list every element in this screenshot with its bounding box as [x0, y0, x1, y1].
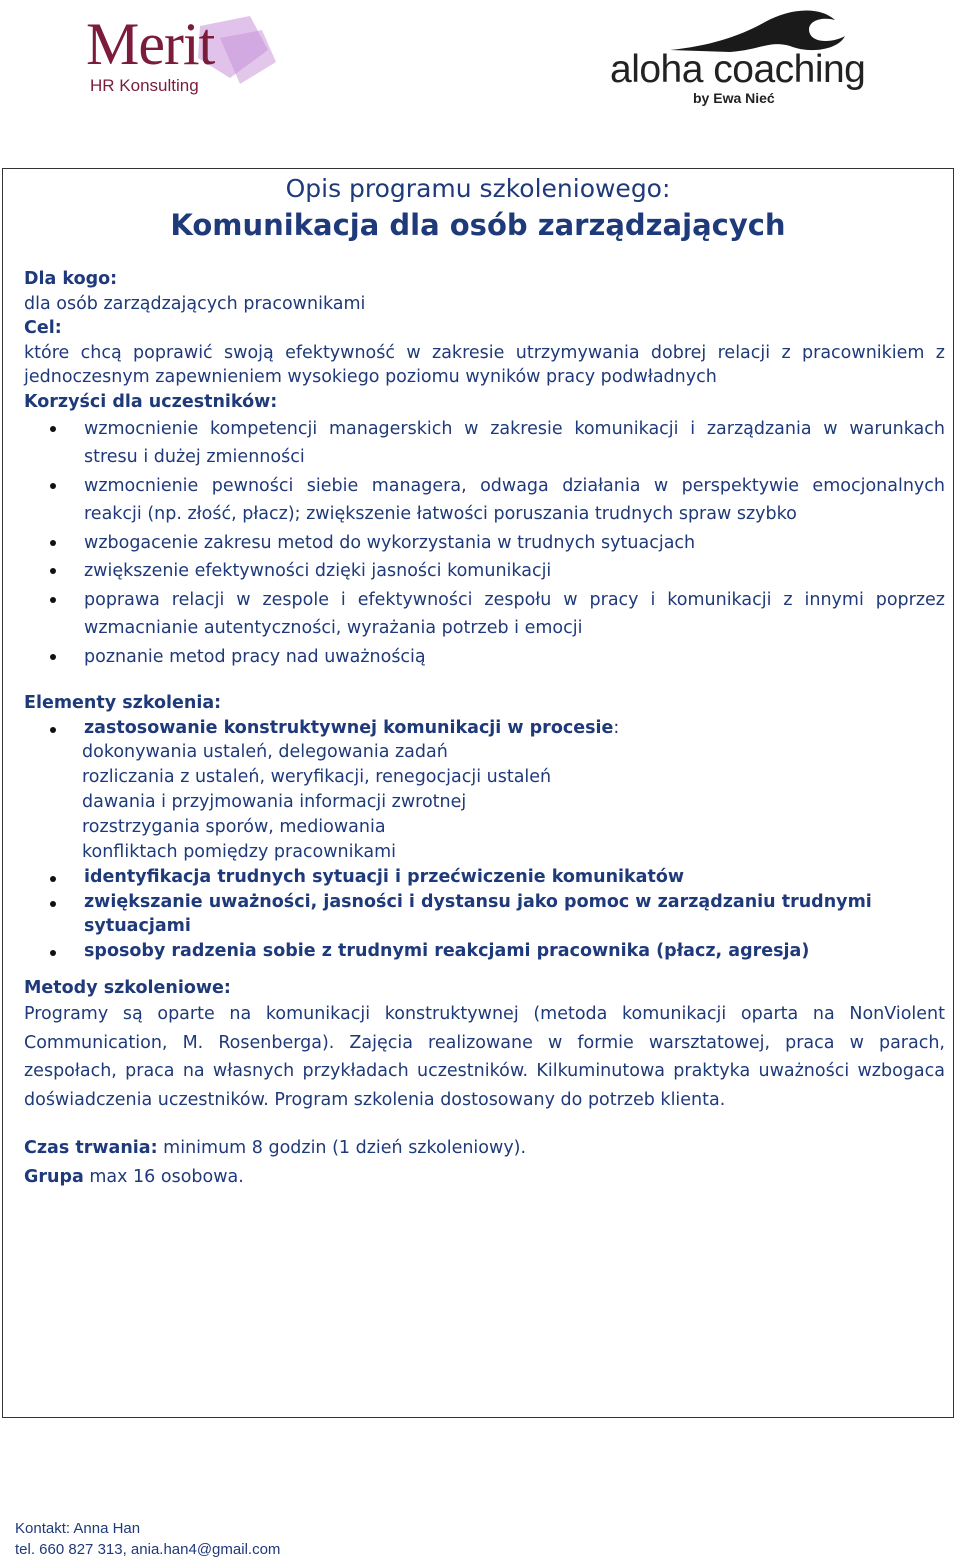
- elements-label: Elementy szkolenia:: [24, 693, 222, 714]
- merit-logo-subtitle: HR Konsulting: [90, 76, 199, 95]
- contact-phone-email: tel. 660 827 313, ania.han4@gmail.com: [15, 1541, 281, 1558]
- footer-contact: [15, 1518, 280, 1560]
- merit-logo: [80, 8, 280, 98]
- methods-label: Metody szkoleniowe:: [24, 977, 231, 998]
- element-sub-item: dokonywania ustaleń, delegowania zadań: [82, 742, 448, 763]
- aloha-logo-subtitle: by Ewa Nieć: [693, 90, 775, 106]
- benefit-item: poprawa relacji w zespole i efektywności zespołu w pracy i komunikacji z innymi poprzez wzmacnianie autentyczności, wyrażania potrzeb i emocji: [24, 586, 945, 643]
- group-label: Grupa: [24, 1166, 84, 1187]
- elements-list: [24, 716, 945, 741]
- element-sub-item: rozliczania z ustaleń, weryfikacji, renegocjacji ustaleń: [82, 767, 552, 788]
- document-body: [24, 267, 945, 1191]
- merit-logo-word: Merit: [86, 11, 215, 77]
- program-description-box: [2, 168, 954, 1418]
- element-sub-item: dawania i przyjmowania informacji zwrotnej: [82, 792, 467, 813]
- goal-text: które chcą poprawić swoją efektywność w zakresie utrzymywania dobrej relacji z pracownikiem z jednoczesnym zapewnieniem wysokiego poziomu wyników pracy podwładnych: [24, 342, 945, 388]
- duration-line: [24, 1134, 945, 1163]
- element-item: [24, 716, 945, 741]
- benefit-item: wzmocnienie kompetencji managerskich w zakresie komunikacji i zarządzania w warunkach stresu i dużej zmienności: [24, 415, 945, 472]
- benefit-item: poznanie metod pracy nad uważnością: [24, 643, 945, 672]
- aloha-logo-word: aloha coaching: [610, 48, 866, 91]
- benefits-label: Korzyści dla uczestników:: [24, 391, 278, 412]
- group-line: [24, 1163, 945, 1192]
- methods-text: Programy są oparte na komunikacji konstruktywnej (metoda komunikacji oparta na NonViolent Communication, M. Rosenberga). Zajęcia realizowane w formie warsztatowej, praca w parach, zespołach, praca na własnych przykładach uczestników. Kilkuminutowa praktyka uważności wzbogaca doświadczenia uczestników. Program szkolenia dostosowany do potrzeb klienta.: [24, 1004, 945, 1110]
- benefits-list: [24, 415, 945, 672]
- aloha-coaching-logo: [605, 6, 885, 106]
- elements-list-more: [24, 865, 945, 963]
- goal-label: Cel:: [24, 318, 62, 339]
- for-whom-label: Dla kogo:: [24, 269, 118, 289]
- element-item: zwiększanie uważności, jasności i dystansu jako pomoc w zarządzaniu trudnymi sytuacjami: [24, 890, 945, 939]
- duration-label: Czas trwania:: [24, 1138, 158, 1159]
- element-sub-items: [24, 740, 945, 865]
- duration-text: minimum 8 godzin (1 dzień szkoleniowy).: [157, 1138, 527, 1159]
- benefit-item: zwiększenie efektywności dzięki jasności komunikacji: [24, 557, 945, 586]
- element-sub-item: konfliktach pomiędzy pracownikami: [82, 842, 396, 863]
- benefit-item: wzbogacenie zakresu metod do wykorzystania w trudnych sytuacjach: [24, 529, 945, 558]
- document-subtitle: Opis programu szkoleniowego:: [285, 174, 671, 203]
- document-title: Komunikacja dla osób zarządzających: [170, 208, 786, 242]
- element-item-colon: :: [613, 717, 620, 738]
- benefit-item: wzmocnienie pewności siebie managera, odwaga działania w perspektywie emocjonalnych reakcji (np. złość, płacz); zwiększenie łatwości poruszania trudnych spraw szybko: [24, 472, 945, 529]
- for-whom-text: dla osób zarządzających pracownikami: [24, 293, 366, 314]
- element-sub-item: rozstrzygania sporów, mediowania: [82, 817, 386, 838]
- contact-name: Kontakt: Anna Han: [15, 1520, 141, 1537]
- element-item-title: zastosowanie konstruktywnej komunikacji w procesie: [84, 717, 614, 738]
- group-text: max 16 osobowa.: [83, 1166, 244, 1187]
- element-item: identyfikacja trudnych sytuacji i przećwiczenie komunikatów: [24, 865, 945, 890]
- element-item: sposoby radzenia sobie z trudnymi reakcjami pracownika (płacz, agresja): [24, 939, 945, 964]
